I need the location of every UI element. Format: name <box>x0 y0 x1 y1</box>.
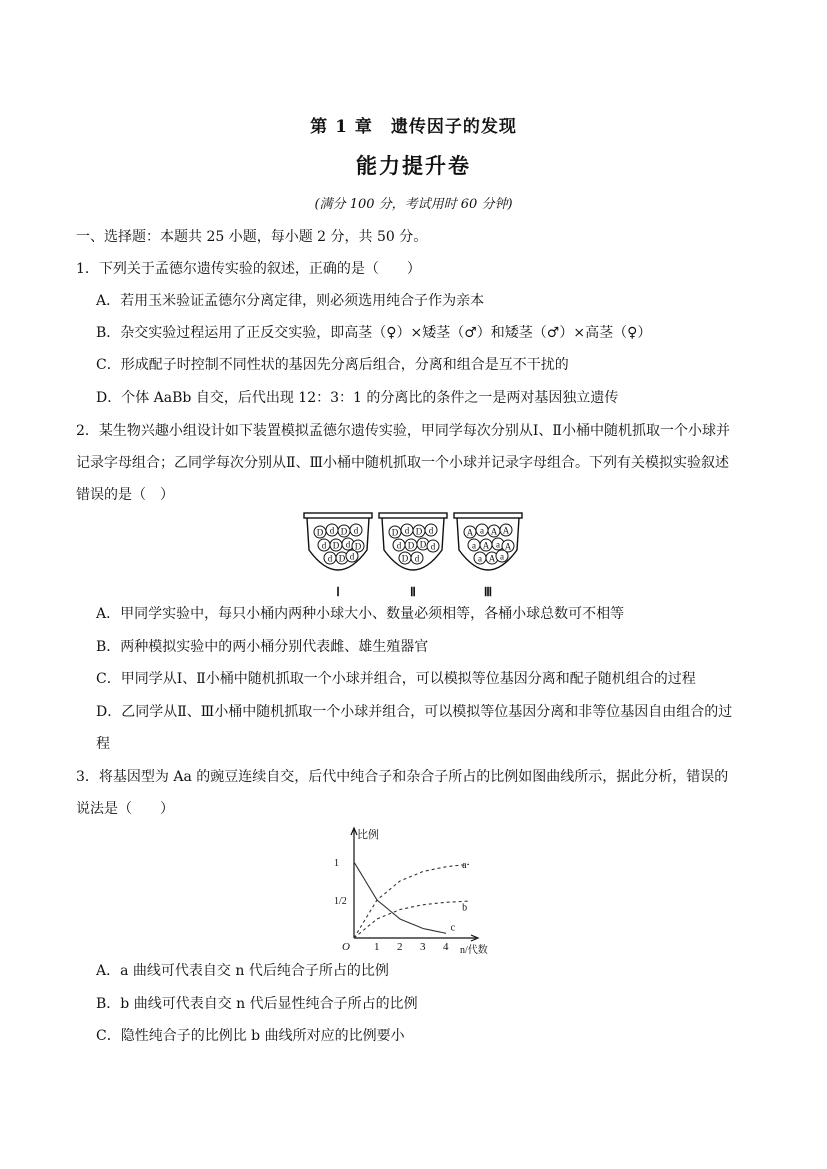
bucket-2 <box>379 513 447 599</box>
ball-label: d <box>345 539 351 550</box>
y-tick-label: 1/2 <box>334 896 347 907</box>
x-tick-label: 3 <box>420 941 426 953</box>
bucket-rim <box>454 513 522 518</box>
q2-stem-line1: 2．某生物兴趣小组设计如下装置模拟孟德尔遗传实验，甲同学每次分别从Ⅰ、Ⅱ小桶中随机抓取一个小球并 <box>76 423 730 439</box>
exam-note: (满分 100 分，考试用时 60 分钟) <box>314 197 513 212</box>
ball-label: a <box>478 553 482 564</box>
ball-label: A <box>502 525 510 536</box>
exam-title: 能力提升卷 <box>356 153 471 178</box>
q3-stem-line2: 说法是（ ） <box>76 801 174 817</box>
ball-label: A <box>488 553 496 564</box>
q2-stem-line3: 错误的是（ ） <box>76 487 174 503</box>
bucket-rim <box>379 513 447 518</box>
bucket-3 <box>454 513 522 599</box>
q1-option-b: B．杂交实验过程运用了正反交实验，即高茎（♀）×矮茎（♂）和矮茎（♂）×高茎（♀） <box>96 325 652 341</box>
ball-label: d <box>428 525 434 536</box>
ball-label: D <box>401 553 409 564</box>
q1-stem: 1．下列关于孟德尔遗传实验的叙述，正确的是（ ） <box>76 261 421 277</box>
ball-label: a <box>480 525 484 536</box>
series-b-label: b <box>462 902 468 914</box>
ball-label: d <box>349 551 355 562</box>
q2-option-a: A．甲同学实验中，每只小桶内两种小球大小、数量必须相等，各桶小球总数可不相等 <box>96 606 625 622</box>
ball-label: d <box>321 540 327 551</box>
ball-label: a <box>472 540 476 551</box>
ball-label: a <box>500 551 504 562</box>
origin-label: O <box>342 941 350 953</box>
bucket-rim <box>304 513 372 518</box>
ball-label: D <box>316 527 324 538</box>
ball-label: d <box>430 541 436 552</box>
ball-label: a <box>496 539 500 550</box>
ball-label: A <box>490 526 498 537</box>
ball-label: D <box>419 539 427 550</box>
series-a-label: a <box>462 860 467 872</box>
q1-option-d: D．个体 AaBb 自交，后代出现 12：3：1 的分离比的条件之一是两对基因独立遗传 <box>96 390 619 406</box>
y-tick-label: 1 <box>334 858 339 869</box>
ball-label: D <box>407 540 415 551</box>
q2-stem-line2: 记录字母组合；乙同学每次分别从Ⅱ、Ⅲ小桶中随机抓取一个小球并记录字母组合。下列有关模拟实验叙述 <box>76 455 730 471</box>
series-c-line <box>354 862 446 933</box>
x-axis-label: n/代数 <box>460 945 488 954</box>
ball-label: D <box>391 527 399 538</box>
q3-stem-line1: 3．将基因型为 Aa 的豌豆连续自交，后代中纯合子和杂合子所占的比例如图曲线所示，据此分析，错误的 <box>76 769 729 785</box>
ball-label: A <box>504 541 512 552</box>
chapter-title: 第 1 章 遗传因子的发现 <box>310 117 517 137</box>
ball-label: d <box>353 525 359 536</box>
q3-option-b: B．b 曲线可代表自交 n 代后显性纯合子所占的比例 <box>96 996 418 1012</box>
y-axis-label: 比例 <box>357 828 379 841</box>
ball-label: d <box>396 540 402 551</box>
q2-option-d: D．乙同学从Ⅱ、Ⅲ小桶中随机抓取一个小球并组合，可以模拟等位基因分离和非等位基因自由组合的过 <box>96 704 733 720</box>
ball-label: D <box>340 526 348 537</box>
ball-label: d <box>414 553 420 564</box>
q2-option-b: B．两种模拟实验中的两小桶分别代表雌、雄生殖器官 <box>96 639 429 655</box>
x-tick-label: 1 <box>374 941 380 953</box>
ball-label: D <box>354 541 362 552</box>
q1-option-c: C．形成配子时控制不同性状的基因先分离后组合，分离和组合是互不干扰的 <box>96 357 569 373</box>
q1-option-a: A．若用玉米验证孟德尔分离定律，则必须选用纯合子作为亲本 <box>96 293 485 309</box>
q2-option-c: C．甲同学从Ⅰ、Ⅱ小桶中随机抓取一个小球并组合，可以模拟等位基因分离和配子随机组合的过程 <box>96 671 696 687</box>
ball-label: A <box>466 527 474 538</box>
ball-label: D <box>415 526 423 537</box>
q2-option-d-cont: 程 <box>96 736 110 752</box>
ball-label: d <box>404 525 410 536</box>
x-tick-label: 2 <box>397 941 403 953</box>
ratio-chart <box>330 826 510 954</box>
section-title: 一、选择题：本题共 25 小题，每小题 2 分，共 50 分。 <box>76 229 428 245</box>
bucket-label: Ⅱ <box>410 585 416 599</box>
bucket-figure <box>300 510 530 600</box>
ball-label: d <box>327 553 333 564</box>
bucket-label: Ⅲ <box>483 585 493 599</box>
ball-label: d <box>329 525 335 536</box>
series-c-label: c <box>450 922 456 934</box>
bucket-label: Ⅰ <box>336 585 340 599</box>
q3-option-a: A．a 曲线可代表自交 n 代后纯合子所占的比例 <box>96 963 389 979</box>
ball-label: A <box>482 540 490 551</box>
buckets-group <box>304 513 522 599</box>
ball-label: D <box>338 553 346 564</box>
x-tick-label: 4 <box>443 941 449 953</box>
bucket-1 <box>304 513 372 599</box>
q3-option-c: C．隐性纯合子的比例比 b 曲线所对应的比例要小 <box>96 1028 405 1044</box>
ball-label: D <box>332 540 340 551</box>
